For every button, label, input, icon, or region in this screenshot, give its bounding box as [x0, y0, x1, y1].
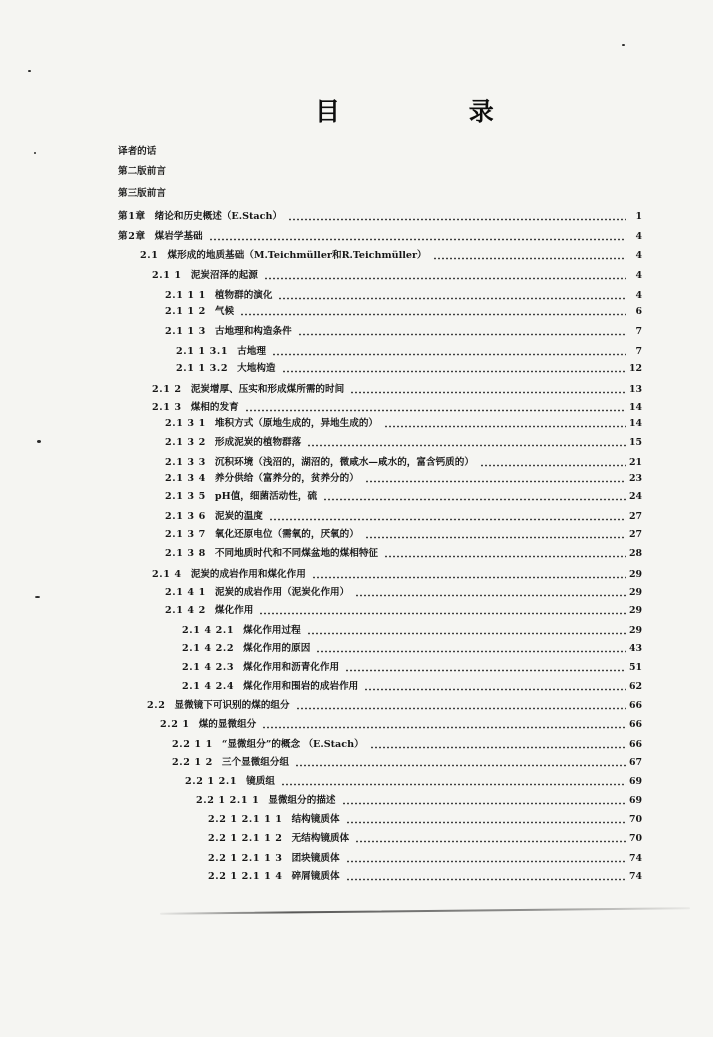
toc-entry-title: pH值，细菌活动性，硫 — [214, 491, 318, 502]
toc-leader-dots — [288, 210, 626, 222]
toc-entry-number: 2.1 4 2.2 — [182, 643, 235, 654]
toc-entry-page: 15 — [628, 437, 642, 448]
toc-entry-number: 第1章 — [118, 211, 146, 222]
toc-leader-dots — [364, 680, 626, 692]
toc-leader-dots — [240, 305, 626, 317]
toc-entry-number: 2.1 3 1 — [165, 418, 206, 429]
toc-entry-title: 泥炭沼泽的起源 — [190, 270, 258, 281]
toc-entry-title: 形成泥炭的植物群落 — [214, 437, 302, 448]
toc-entry — [118, 205, 642, 223]
toc-entry — [165, 542, 642, 560]
toc-entry-page: 69 — [628, 795, 642, 806]
toc-entry-page: 1 — [635, 211, 642, 222]
toc-entry — [208, 865, 642, 883]
toc-entry — [165, 523, 642, 541]
toc-entry-page: 70 — [628, 833, 642, 844]
toc-leader-dots — [307, 436, 626, 448]
toc-entry-page: 12 — [628, 363, 642, 374]
toc-entry — [165, 599, 642, 617]
toc-entry-title: 煤化作用和围岩的成岩作用 — [243, 681, 359, 692]
toc-entry-number: 2.1 3 7 — [165, 529, 206, 540]
toc-leader-dots — [365, 528, 626, 540]
toc-leader-dots — [384, 417, 626, 429]
toc-entry-title: 养分供给（富养分的，贫养分的） — [214, 473, 359, 484]
toc-entry-title: 气候 — [214, 306, 235, 317]
scan-speck — [28, 70, 31, 72]
toc-leader-dots — [346, 852, 626, 864]
toc-entry-number: 2.1 4 2.1 — [182, 625, 235, 636]
toc-entry-title: 大地构造 — [237, 363, 276, 374]
toc-entry-page: 23 — [628, 473, 642, 484]
toc-entry — [165, 467, 642, 485]
toc-entry-page: 69 — [628, 776, 642, 787]
toc-entry-page: 74 — [628, 871, 642, 882]
toc-entry — [172, 751, 642, 769]
toc-entry — [118, 140, 642, 158]
toc-entry-title: 煤化作用过程 — [243, 625, 301, 636]
toc-entry — [140, 244, 642, 262]
toc-entry-title: 煤形成的地质基础（M.Teichmüller和R.Teichmüller） — [167, 250, 427, 261]
toc-leader-dots — [264, 269, 626, 281]
toc-leader-dots — [262, 718, 626, 730]
toc-entry-title: 镜质组 — [246, 776, 275, 787]
toc-entry-number: 2.1 3 3 — [165, 457, 206, 468]
toc-entry-number: 2.2 1 2.1 1 1 — [208, 814, 283, 825]
toc-entry — [165, 485, 642, 503]
toc-entry-page: 14 — [628, 418, 642, 429]
toc-leader-dots — [384, 547, 626, 559]
toc-entry — [165, 505, 642, 523]
toc-entry-title: 氧化还原电位（需氧的，厌氧的） — [214, 529, 359, 540]
scan-speck — [34, 152, 36, 154]
toc-leader-dots — [346, 813, 626, 825]
toc-entry-number: 2.1 1 3 — [165, 326, 206, 337]
toc-leader-dots — [259, 604, 626, 616]
toc-entry-number: 2.1 3 4 — [165, 473, 206, 484]
toc-entry — [147, 694, 642, 712]
toc-entry-page: 29 — [628, 605, 642, 616]
toc-leader-dots — [370, 738, 626, 750]
toc-entry — [176, 340, 642, 358]
toc-entry-page: 7 — [635, 326, 642, 337]
toc-leader-dots — [295, 756, 626, 768]
toc-entry-page: 4 — [635, 290, 642, 301]
toc-leader-dots — [209, 230, 626, 242]
toc-entry-number: 2.1 — [140, 250, 159, 261]
toc-entry-number: 2.2 — [147, 700, 166, 711]
toc-entry-page: 4 — [635, 250, 642, 261]
page-title: 目 录 — [315, 97, 554, 126]
toc-leader-dots — [365, 472, 626, 484]
toc-entry — [208, 847, 642, 865]
toc-entry-page: 7 — [635, 346, 642, 357]
toc-entry-page: 24 — [628, 491, 642, 502]
toc-entry-page: 51 — [628, 662, 642, 673]
toc-entry-title: 古地理 — [237, 346, 266, 357]
toc-leader-dots — [355, 586, 626, 598]
toc-entry — [182, 675, 642, 693]
toc-entry-number: 2.2 1 2.1 1 4 — [208, 871, 283, 882]
toc-entry-number: 2.2 1 2.1 1 2 — [208, 833, 283, 844]
toc-entry-title: 煤化作用和沥青化作用 — [243, 662, 340, 673]
toc-entry-number: 2.1 1 3.2 — [176, 363, 229, 374]
scan-speck — [622, 44, 625, 46]
toc-entry — [182, 619, 642, 637]
toc-entry — [165, 320, 642, 338]
toc-entry-page: 29 — [628, 587, 642, 598]
toc-entry-page: 4 — [635, 270, 642, 281]
toc-entry-number: 2.1 4 2 — [165, 605, 206, 616]
toc-entry-number: 2.1 4 1 — [165, 587, 206, 598]
toc-entry-page: 21 — [628, 457, 642, 468]
toc-entry-page: 27 — [628, 511, 642, 522]
toc-entry-page: 66 — [628, 739, 642, 750]
toc-entry — [165, 412, 642, 430]
toc-entry-page: 13 — [628, 384, 642, 395]
toc-entry-title: 译者的话 — [118, 146, 157, 157]
toc-entry — [160, 713, 642, 731]
toc-entry-number: 2.1 3 5 — [165, 491, 206, 502]
toc-entry-title: 古地理和构造条件 — [214, 326, 292, 337]
toc-leader-dots — [282, 362, 626, 374]
toc-entry-page: 29 — [628, 569, 642, 580]
toc-leader-dots — [345, 661, 626, 673]
toc-entry-number: 2.1 2 — [152, 384, 182, 395]
toc-entry-title: 泥炭的成岩作用（泥炭化作用） — [214, 587, 350, 598]
toc-entry-title: 煤相的发育 — [190, 402, 239, 413]
toc-entry-number: 2.1 3 2 — [165, 437, 206, 448]
toc-entry-title: 绪论和历史概述（E.Stach） — [154, 211, 283, 222]
toc-entry-title: 不同地质时代和不同煤盆地的煤相特征 — [214, 548, 379, 559]
toc-entry-page: 4 — [635, 231, 642, 242]
toc-entry — [196, 789, 642, 807]
toc-leader-dots — [355, 832, 626, 844]
toc-leader-dots — [346, 870, 626, 882]
toc-entry — [172, 733, 642, 751]
bottom-scan-line — [160, 907, 690, 915]
toc-entry-page: 66 — [628, 719, 642, 730]
scan-speck — [37, 440, 41, 443]
toc-entry-page: 62 — [628, 681, 642, 692]
toc-leader-dots — [269, 510, 626, 522]
toc-entry-page: 70 — [628, 814, 642, 825]
toc-entry-page: 66 — [628, 700, 642, 711]
toc-entry — [152, 378, 642, 396]
toc-entry-number: 2.2 1 2.1 1 — [196, 795, 260, 806]
toc-entry — [152, 264, 642, 282]
toc-entry — [176, 357, 642, 375]
toc-entry-number: 2.1 3 6 — [165, 511, 206, 522]
toc-entry-page: 14 — [628, 402, 642, 413]
toc-entry — [118, 160, 642, 178]
toc-entry-title: 植物群的演化 — [214, 290, 273, 301]
toc-entry-title: 泥炭的温度 — [214, 511, 263, 522]
toc-entry — [165, 300, 642, 318]
toc-entry-title: 结构镜质体 — [291, 814, 340, 825]
toc-entry-number: 2.1 1 2 — [165, 306, 206, 317]
toc-entry-number: 2.2 1 — [160, 719, 190, 730]
toc-entry-page: 43 — [628, 643, 642, 654]
toc-entry — [118, 225, 642, 243]
toc-entry-title: 第二版前言 — [118, 166, 166, 177]
toc-entry-page: 27 — [628, 529, 642, 540]
toc-entry-title: 沉积环境（浅沼的，湖沼的，微咸水—咸水的，富含钙质的） — [214, 457, 474, 468]
toc-entry-title: 第三版前言 — [118, 188, 166, 199]
toc-entry-page: 6 — [635, 306, 642, 317]
toc-entry-title: 煤化作用 — [214, 605, 254, 616]
toc-leader-dots — [298, 325, 626, 337]
toc-entry-page: 29 — [628, 625, 642, 636]
toc-entry-number: 2.1 4 2.4 — [182, 681, 235, 692]
toc-entry-title: 碎屑镜质体 — [291, 871, 340, 882]
toc-entry — [208, 827, 642, 845]
toc-entry-number: 2.1 4 — [152, 569, 182, 580]
toc-entry-number: 2.2 1 2 — [172, 757, 213, 768]
toc-entry — [165, 431, 642, 449]
toc-entry — [182, 637, 642, 655]
toc-entry — [165, 581, 642, 599]
toc-entry — [152, 563, 642, 581]
toc-entry-title: 无结构镜质体 — [291, 833, 350, 844]
toc-entry-title: 显微组分的描述 — [268, 795, 336, 806]
toc-entry-number: 2.2 1 1 — [172, 739, 213, 750]
toc-entry-title: 煤岩学基础 — [154, 231, 203, 242]
toc-leader-dots — [281, 775, 626, 787]
toc-entry-title: 团块镜质体 — [291, 853, 340, 864]
toc-entry — [185, 770, 642, 788]
toc-leader-dots — [296, 699, 626, 711]
toc-entry-title: 堆积方式（原地生成的，异地生成的） — [214, 418, 379, 429]
toc-entry-number: 2.1 3 — [152, 402, 182, 413]
toc-leader-dots — [433, 249, 626, 261]
toc-leader-dots — [350, 383, 626, 395]
toc-entry — [118, 182, 642, 200]
toc-leader-dots — [272, 345, 626, 357]
toc-entry-number: 第2章 — [118, 231, 146, 242]
toc-entry-title: 泥炭增厚、压实和形成煤所需的时间 — [190, 384, 345, 395]
toc-entry-number: 2.1 4 2.3 — [182, 662, 235, 673]
toc-entry-title: 煤的显微组分 — [198, 719, 257, 730]
toc-entry — [208, 808, 642, 826]
toc-entry-page: 67 — [628, 757, 642, 768]
toc-entry — [182, 656, 642, 674]
toc-entry-number: 2.1 3 8 — [165, 548, 206, 559]
toc-entry-number: 2.2 1 2.1 1 3 — [208, 853, 283, 864]
toc-entry-number: 2.2 1 2.1 — [185, 776, 238, 787]
toc-entry-title: 煤化作用的原因 — [243, 643, 311, 654]
toc-entry-number: 2.1 1 — [152, 270, 182, 281]
toc-entry-page: 28 — [628, 548, 642, 559]
toc-leader-dots — [316, 642, 626, 654]
toc-entry-title: 显微镜下可识别的煤的组分 — [174, 700, 290, 711]
toc-entry-title: 三个显微组分组 — [221, 757, 290, 768]
toc-entry-page: 74 — [628, 853, 642, 864]
toc-entry-number: 2.1 1 1 — [165, 290, 206, 301]
toc-leader-dots — [307, 624, 626, 636]
toc-entry-title: 泥炭的成岩作用和煤化作用 — [190, 569, 306, 580]
toc-entry-number: 2.1 1 3.1 — [176, 346, 229, 357]
scan-speck — [35, 596, 40, 598]
toc-leader-dots — [312, 568, 626, 580]
toc-leader-dots — [342, 794, 626, 806]
toc-entry-title: “显微组分”的概念 （E.Stach） — [221, 739, 364, 750]
toc-leader-dots — [323, 490, 626, 502]
